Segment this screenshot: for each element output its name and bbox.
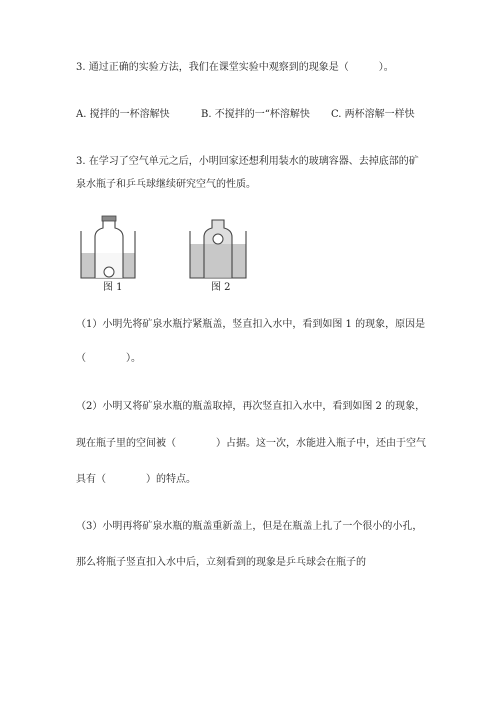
part-3-line2: 那么将瓶子竖直扣入水中后，立刻看到的现象是乒乓球会在瓶子的 xyxy=(76,557,366,568)
option-b: B. 不搅拌的一“杯溶解快 xyxy=(201,109,310,120)
figure-1-caption: 图 1 xyxy=(103,282,123,293)
figure-1-ping-pong-ball xyxy=(104,267,114,277)
experiment-illustration xyxy=(70,215,250,280)
part-1-line1: （1）小明先将矿泉水瓶拧紧瓶盖，竖直扣入水中，看到如图 1 的现象，原因是 xyxy=(76,319,426,330)
figure-2-caption: 图 2 xyxy=(211,282,231,293)
figure-2-ping-pong-ball xyxy=(213,234,223,244)
question-3b-stem-line1: 3. 在学习了空气单元之后，小明回家还想利用装水的玻璃容器、去掉底部的矿 xyxy=(76,156,419,167)
part-3-line1: （3）小明再将矿泉水瓶的瓶盖重新盖上，但是在瓶盖上扎了一个很小的小孔， xyxy=(76,521,423,532)
part-1-line2: （ ）。 xyxy=(76,353,141,364)
part-2-line2: 现在瓶子里的空间被（ ）占据。这一次，水能进入瓶子中，还由于空气 xyxy=(76,438,426,449)
part-2-line1: （2）小明又将矿泉水瓶的瓶盖取掉，再次竖直扣入水中，看到如图 2 的现象， xyxy=(76,401,426,412)
option-c: C. 两杯溶解一样快 xyxy=(331,109,415,120)
question-3a-stem: 3. 通过正确的实验方法，我们在课堂实验中观察到的现象是（ ）。 xyxy=(76,62,394,73)
figure-1-bottle-cap xyxy=(102,216,116,221)
question-3b-stem-line2: 泉水瓶子和乒乓球继续研究空气的性质。 xyxy=(76,179,256,190)
figure-2-bottle xyxy=(204,220,232,278)
figure-2-drawing xyxy=(190,220,246,278)
part-2-line3: 具有（ ）的特点。 xyxy=(76,474,196,485)
option-a: A. 搅拌的一杯溶解快 xyxy=(76,109,170,120)
figure-1-drawing xyxy=(81,216,135,278)
